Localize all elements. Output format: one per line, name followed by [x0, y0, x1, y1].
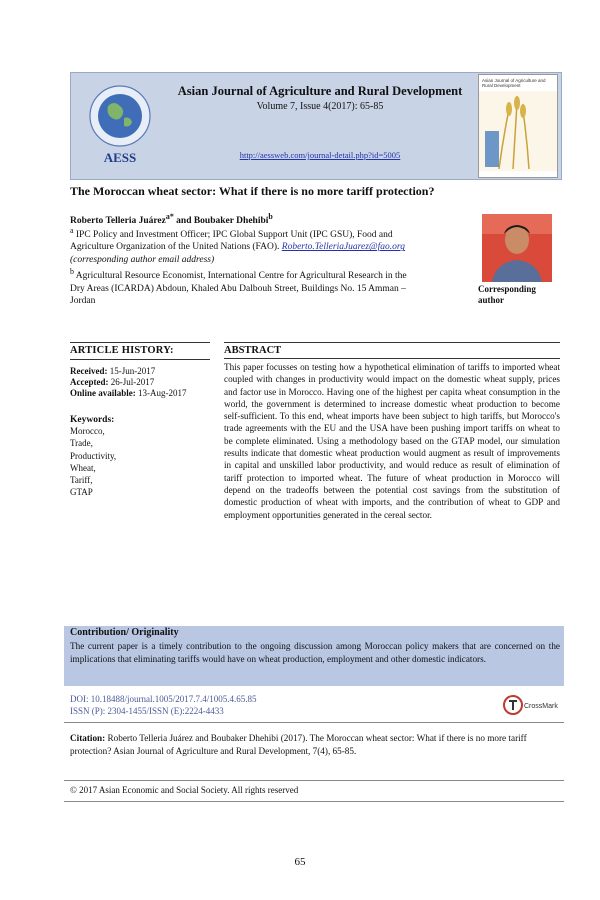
keyword-item: Wheat,	[70, 462, 96, 473]
affiliations	[70, 225, 410, 307]
citation	[70, 732, 560, 757]
copyright-notice: © 2017 Asian Economic and Social Society. All rights reserved	[70, 785, 299, 795]
affiliation-a-sup: a	[70, 226, 74, 235]
keywords-list	[70, 425, 210, 499]
author-photo	[482, 214, 552, 282]
aess-logo	[78, 80, 162, 170]
divider	[64, 780, 564, 781]
keywords-heading: Keywords:	[70, 415, 115, 425]
corresponding-author-label: Corresponding author	[478, 284, 536, 305]
keyword-item: GTAP	[70, 487, 93, 498]
paper-title: The Moroccan wheat sector: What if there is no more tariff protection?	[70, 184, 435, 198]
journal-volume: Volume 7, Issue 4(2017): 65-85	[256, 101, 384, 112]
online-date: Online available: 13-Aug-2017	[70, 388, 187, 398]
page-number: 65	[294, 856, 306, 868]
author-1: Roberto Telleria Juárez	[70, 216, 166, 227]
contribution-heading: Contribution/ Originality	[70, 627, 179, 638]
affiliation-b: $^b$ Agricultural Resource Economist, International Centre for Agricultural Research in the Dry Areas (ICARDA) Abdoun, Khaled Abu Dalbouh Street, Buildings No. 15 Amman – Jordan	[70, 267, 407, 306]
keyword-item: Tariff,	[70, 475, 93, 486]
divider	[64, 801, 564, 802]
svg-text:CrossMark: CrossMark	[524, 703, 558, 710]
abstract-text: This paper focusses on testing how a hypothetical elimination of tariffs to imported wheat coupled with changes in productivity would impact on the domestic wheat supply, prices and factor use in Morocco. Having one of the highest per capita wheat consumption in the world, the government is determined to increase domestic wheat production to become self-sufficient. To this end, wheat imports have been subject to high tariffs, but Morocco's trade agreements with the EU and the USA have been pushing import tariffs on wheat to be complete eliminated. Using a methodology based on the GTAP model, our simulation results indicate that domestic wheat production would augment as result of improvements in capital and unskilled labor productivity, and would reduce as result of elimination of tariff protection to imported wheat. The future of wheat production in Morocco will depend on the tradeoffs between the potential cost savings from the substitution of domestic production of wheat with imports, and the contribution of wheat to GDP and employment opportunities generated in the cereal sector.	[224, 362, 560, 520]
affiliation-b-sup: b	[70, 267, 74, 277]
author-2: and Boubaker Dhehibi	[173, 216, 269, 227]
journal-cover-thumbnail	[478, 74, 558, 178]
article-history-column	[70, 342, 210, 499]
author-2-sup: b	[268, 212, 273, 221]
svg-text:AESS: AESS	[103, 150, 137, 165]
citation-label: Citation:	[70, 733, 106, 743]
article-history-heading: ARTICLE HISTORY:	[70, 342, 210, 360]
accepted-date: Accepted: 26-Jul-2017	[70, 377, 155, 387]
contribution-text: The current paper is a timely contribution to the ongoing discussion among Moroccan policy makers that are concerned on the implications that eliminating tariffs would have on wheat production, employment and other domestic indicators.	[70, 641, 560, 664]
keyword-item: Productivity,	[70, 450, 117, 461]
keyword-item: Trade,	[70, 438, 93, 449]
citation-text: Roberto Telleria Juárez and Boubaker Dhehibi (2017). The Moroccan wheat sector: What if there is no more tariff protection? Asian Journal of Agriculture and Rural Development, 7(4), 65-85.	[70, 733, 527, 756]
article-history	[70, 366, 210, 399]
affiliation-a: $^a$ IPC Policy and Investment Officer; IPC Global Support Unit (IPC GSU), Food and Agriculture Organization of the United Nations (FAO). Roberto.TelleriaJuarez@fao.org (corresponding author email address)	[70, 226, 406, 265]
divider	[64, 722, 564, 723]
received-date: Received: 15-Jun-2017	[70, 366, 156, 376]
author-1-sup: a*	[165, 212, 174, 221]
abstract-heading: ABSTRACT	[224, 342, 560, 359]
identifiers	[70, 694, 500, 717]
cover-title: Asian Journal of Agriculture and Rural Development	[482, 78, 546, 88]
journal-info	[165, 84, 475, 112]
abstract-section	[224, 342, 560, 521]
doi-link[interactable]: DOI: 10.18488/journal.1005/2017.7.4/1005.4.65.85	[70, 694, 257, 704]
issn: ISSN (P): 2304-1455/ISSN (E):2224-4433	[70, 705, 224, 716]
crossmark-badge[interactable]	[503, 694, 561, 716]
journal-title: Asian Journal of Agriculture and Rural Development	[177, 84, 463, 98]
keyword-item: Morocco,	[70, 426, 105, 436]
author-email-link[interactable]: Roberto.TelleriaJuarez@fao.org	[281, 242, 406, 253]
journal-url-link[interactable]: http://aessweb.com/journal-detail.php?id=5005	[239, 150, 401, 160]
